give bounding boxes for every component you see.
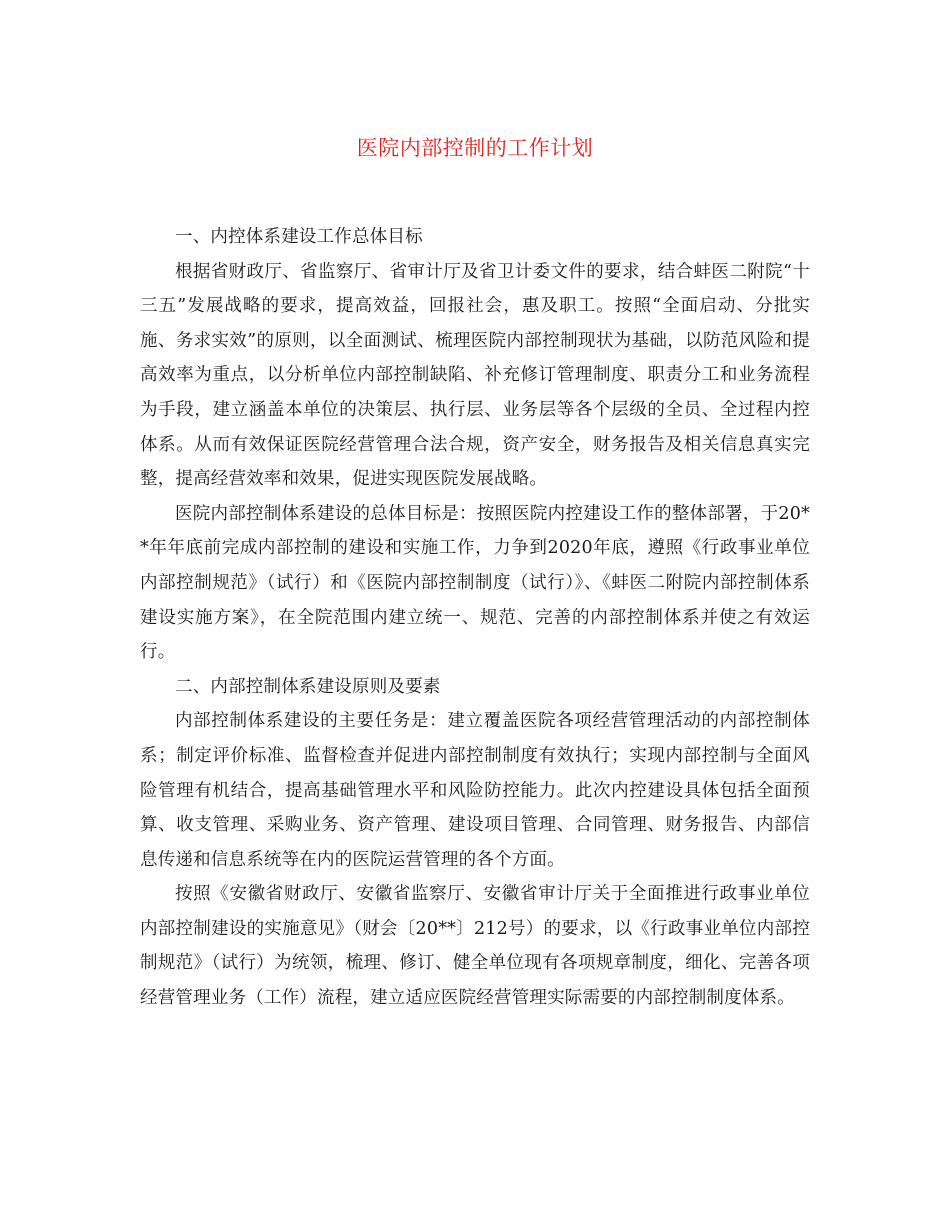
section-heading-1: 一、内控体系建设工作总体目标: [175, 227, 423, 247]
paragraph: 根据省财政厅、省监察厅、省审计厅及省卫计委文件的要求，结合蚌医二附院“十三五”发展战略的要求，提高效益，回报社会，惠及职工。按照“全面启动、分批实施、务求实效”的原则，以全面测试、梳理医院内部控制现状为基础，以防范风险和提高效率为重点，以分析单位内部控制缺陷、补充修订管理制度、职责分工和业务流程为手段，建立涵盖本单位的决策层、执行层、业务层等各个层级的全员、全过程内控体系。从而有效保证医院经营管理合法合规，资产安全，财务报告及相关信息真实完整，提高经营效率和效果，促进实现医院发展战略。: [140, 261, 810, 490]
document-body: [140, 220, 810, 1016]
paragraph: 医院内部控制体系建设的总体目标是：按照医院内控建设工作的整体部署，于20**年年底前完成内部控制的建设和实施工作，力争到2020年底，遵照《行政事业单位内部控制规范》（试行）和《医院内部控制制度（试行）》、《蚌医二附院内部控制体系建设实施方案》，在全院范围内建立统一、规范、完善的内部控制体系并使之有效运行。: [140, 503, 810, 663]
document-title: 医院内部控制的工作计划: [356, 136, 594, 160]
paragraph: 按照《安徽省财政厅、安徽省监察厅、安徽省审计厅关于全面推进行政事业单位内部控制建设的实施意见》（财会〔20**〕212号）的要求，以《行政事业单位内部控制规范》（试行）为统领，梳理、修订、健全单位现有各项规章制度，细化、完善各项经营管理业务（工作）流程，建立适应医院经营管理实际需要的内部控制制度体系。: [140, 884, 810, 1009]
paragraph: 内部控制体系建设的主要任务是：建立覆盖医院各项经营管理活动的内部控制体系；制定评价标准、监督检查并促进内部控制制度有效执行；实现内部控制与全面风险管理有机结合，提高基础管理水平和风险防控能力。此次内控建设具体包括全面预算、收支管理、采购业务、资产管理、建设项目管理、合同管理、财务报告、内部信息传递和信息系统等在内的医院运营管理的各个方面。: [140, 711, 810, 870]
section-heading-2: 二、内部控制体系建设原则及要素: [175, 676, 441, 697]
